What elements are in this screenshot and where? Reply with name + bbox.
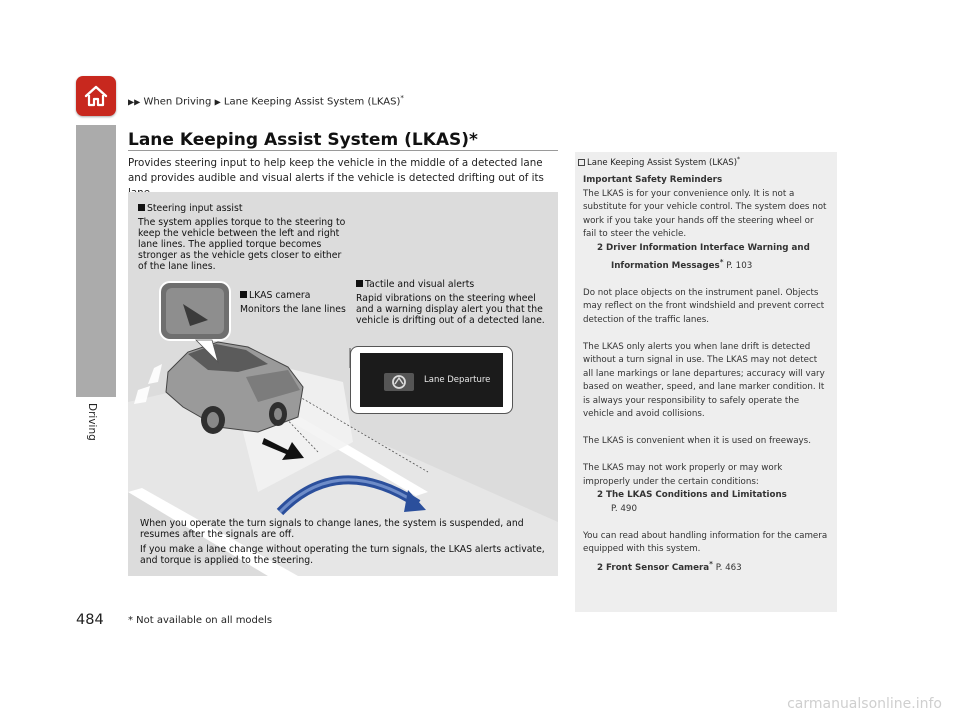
steering-assist-note: Steering input assist The system applies torque to the steering to keep the vehicle between the left and right lane lines. The applied torque becomes stronger as the vehicle gets closer to either of the lane lines. bbox=[138, 203, 346, 272]
page-number: 484 bbox=[76, 612, 104, 628]
safety-heading: Important Safety Reminders bbox=[583, 175, 723, 185]
home-icon bbox=[83, 83, 109, 109]
chapter-label: Driving bbox=[86, 403, 98, 441]
reference-arrow-icon: 2 bbox=[597, 562, 604, 573]
breadcrumb-item-lkas[interactable]: Lane Keeping Assist System (LKAS) bbox=[223, 96, 401, 108]
tactile-alerts-note: Tactile and visual alerts Rapid vibrations on the steering wheel and a warning display alert you that the vehicle is drifting out of a detected lane. bbox=[356, 279, 545, 326]
sidebar-paragraph-4: The LKAS is convenient when it is used on freeways. bbox=[583, 436, 811, 447]
ref-lkas-conditions-page[interactable]: P. 490 bbox=[611, 503, 637, 514]
breadcrumb-asterisk: * bbox=[400, 94, 404, 102]
lane-departure-display bbox=[350, 346, 513, 414]
sidebar-paragraph-2: Do not place objects on the instrument panel. Objects may reflect on the front windshield and prevent correct detection of the traffic lanes. bbox=[583, 287, 825, 325]
breadcrumb-item-when-driving[interactable]: When Driving bbox=[143, 96, 212, 108]
turn-signal-notes bbox=[140, 518, 550, 566]
bullet-square-icon bbox=[240, 291, 247, 298]
home-button[interactable] bbox=[76, 76, 116, 116]
sidebar-paragraph-5: The LKAS may not work properly or may work improperly under the certain conditions: bbox=[583, 463, 783, 487]
breadcrumb bbox=[128, 94, 404, 107]
turn-signal-note-1: When you operate the turn signals to change lanes, the system is suspended, and resumes after the signals are off. bbox=[140, 518, 524, 540]
ref-driver-info-interface-cont[interactable]: Information Messages* P. 103 bbox=[611, 257, 753, 271]
ref-driver-info-interface[interactable]: 2 Driver Information Interface Warning and bbox=[583, 242, 829, 256]
sidebar-body bbox=[583, 174, 829, 575]
footnote: * Not available on all models bbox=[128, 615, 273, 626]
title-divider bbox=[128, 150, 558, 151]
turn-signal-note-2: If you make a lane change without operating the turn signals, the LKAS alerts activate, and torque is applied to the steering. bbox=[140, 544, 545, 566]
sidebar-paragraph-3: The LKAS only alerts you when lane drift is detected without a turn signal in use. The LKAS may not detect all lane markings or lane departures; accuracy will vary based on weather, speed, and lane marker condition. It is always your responsibility to safely operate the vehicle and avoid collisions. bbox=[583, 341, 825, 420]
ref-lkas-conditions[interactable]: 2 The LKAS Conditions and Limitations bbox=[583, 489, 829, 503]
lane-departure-icon bbox=[384, 373, 414, 391]
sidebar-paragraph-1: The LKAS is for your convenience only. It is not a substitute for your vehicle control. The system does not work if you take your hands off the steering wheel or fail to steer the vehicle. bbox=[583, 188, 827, 239]
reference-arrow-icon: 2 bbox=[597, 490, 604, 501]
page-title: Lane Keeping Assist System (LKAS)* bbox=[128, 130, 478, 150]
ref-front-sensor-camera[interactable]: 2 Front Sensor Camera* P. 463 bbox=[583, 557, 829, 575]
lane-departure-text: Lane Departure bbox=[424, 375, 491, 385]
sidebar-title: Lane Keeping Assist System (LKAS)* bbox=[578, 156, 740, 168]
breadcrumb-arrow-icon: ▶ bbox=[214, 97, 221, 107]
reference-arrow-icon: 2 bbox=[597, 242, 604, 253]
chapter-tab[interactable] bbox=[76, 125, 116, 397]
breadcrumb-arrow-icon: ▶▶ bbox=[128, 97, 141, 107]
bullet-square-icon bbox=[138, 204, 145, 211]
bullet-square-icon bbox=[356, 280, 363, 287]
sidebar-paragraph-6: You can read about handling information for the camera equipped with this system. bbox=[583, 530, 828, 555]
watermark: carmanualsonline.info bbox=[787, 696, 942, 712]
lkas-camera-note: LKAS camera Monitors the lane lines bbox=[240, 290, 346, 315]
intro-text: Provides steering input to help keep the vehicle in the middle of a detected lane and provides audible and visual alerts if the vehicle is detected drifting out of its bbox=[128, 157, 544, 184]
note-icon bbox=[578, 159, 585, 166]
